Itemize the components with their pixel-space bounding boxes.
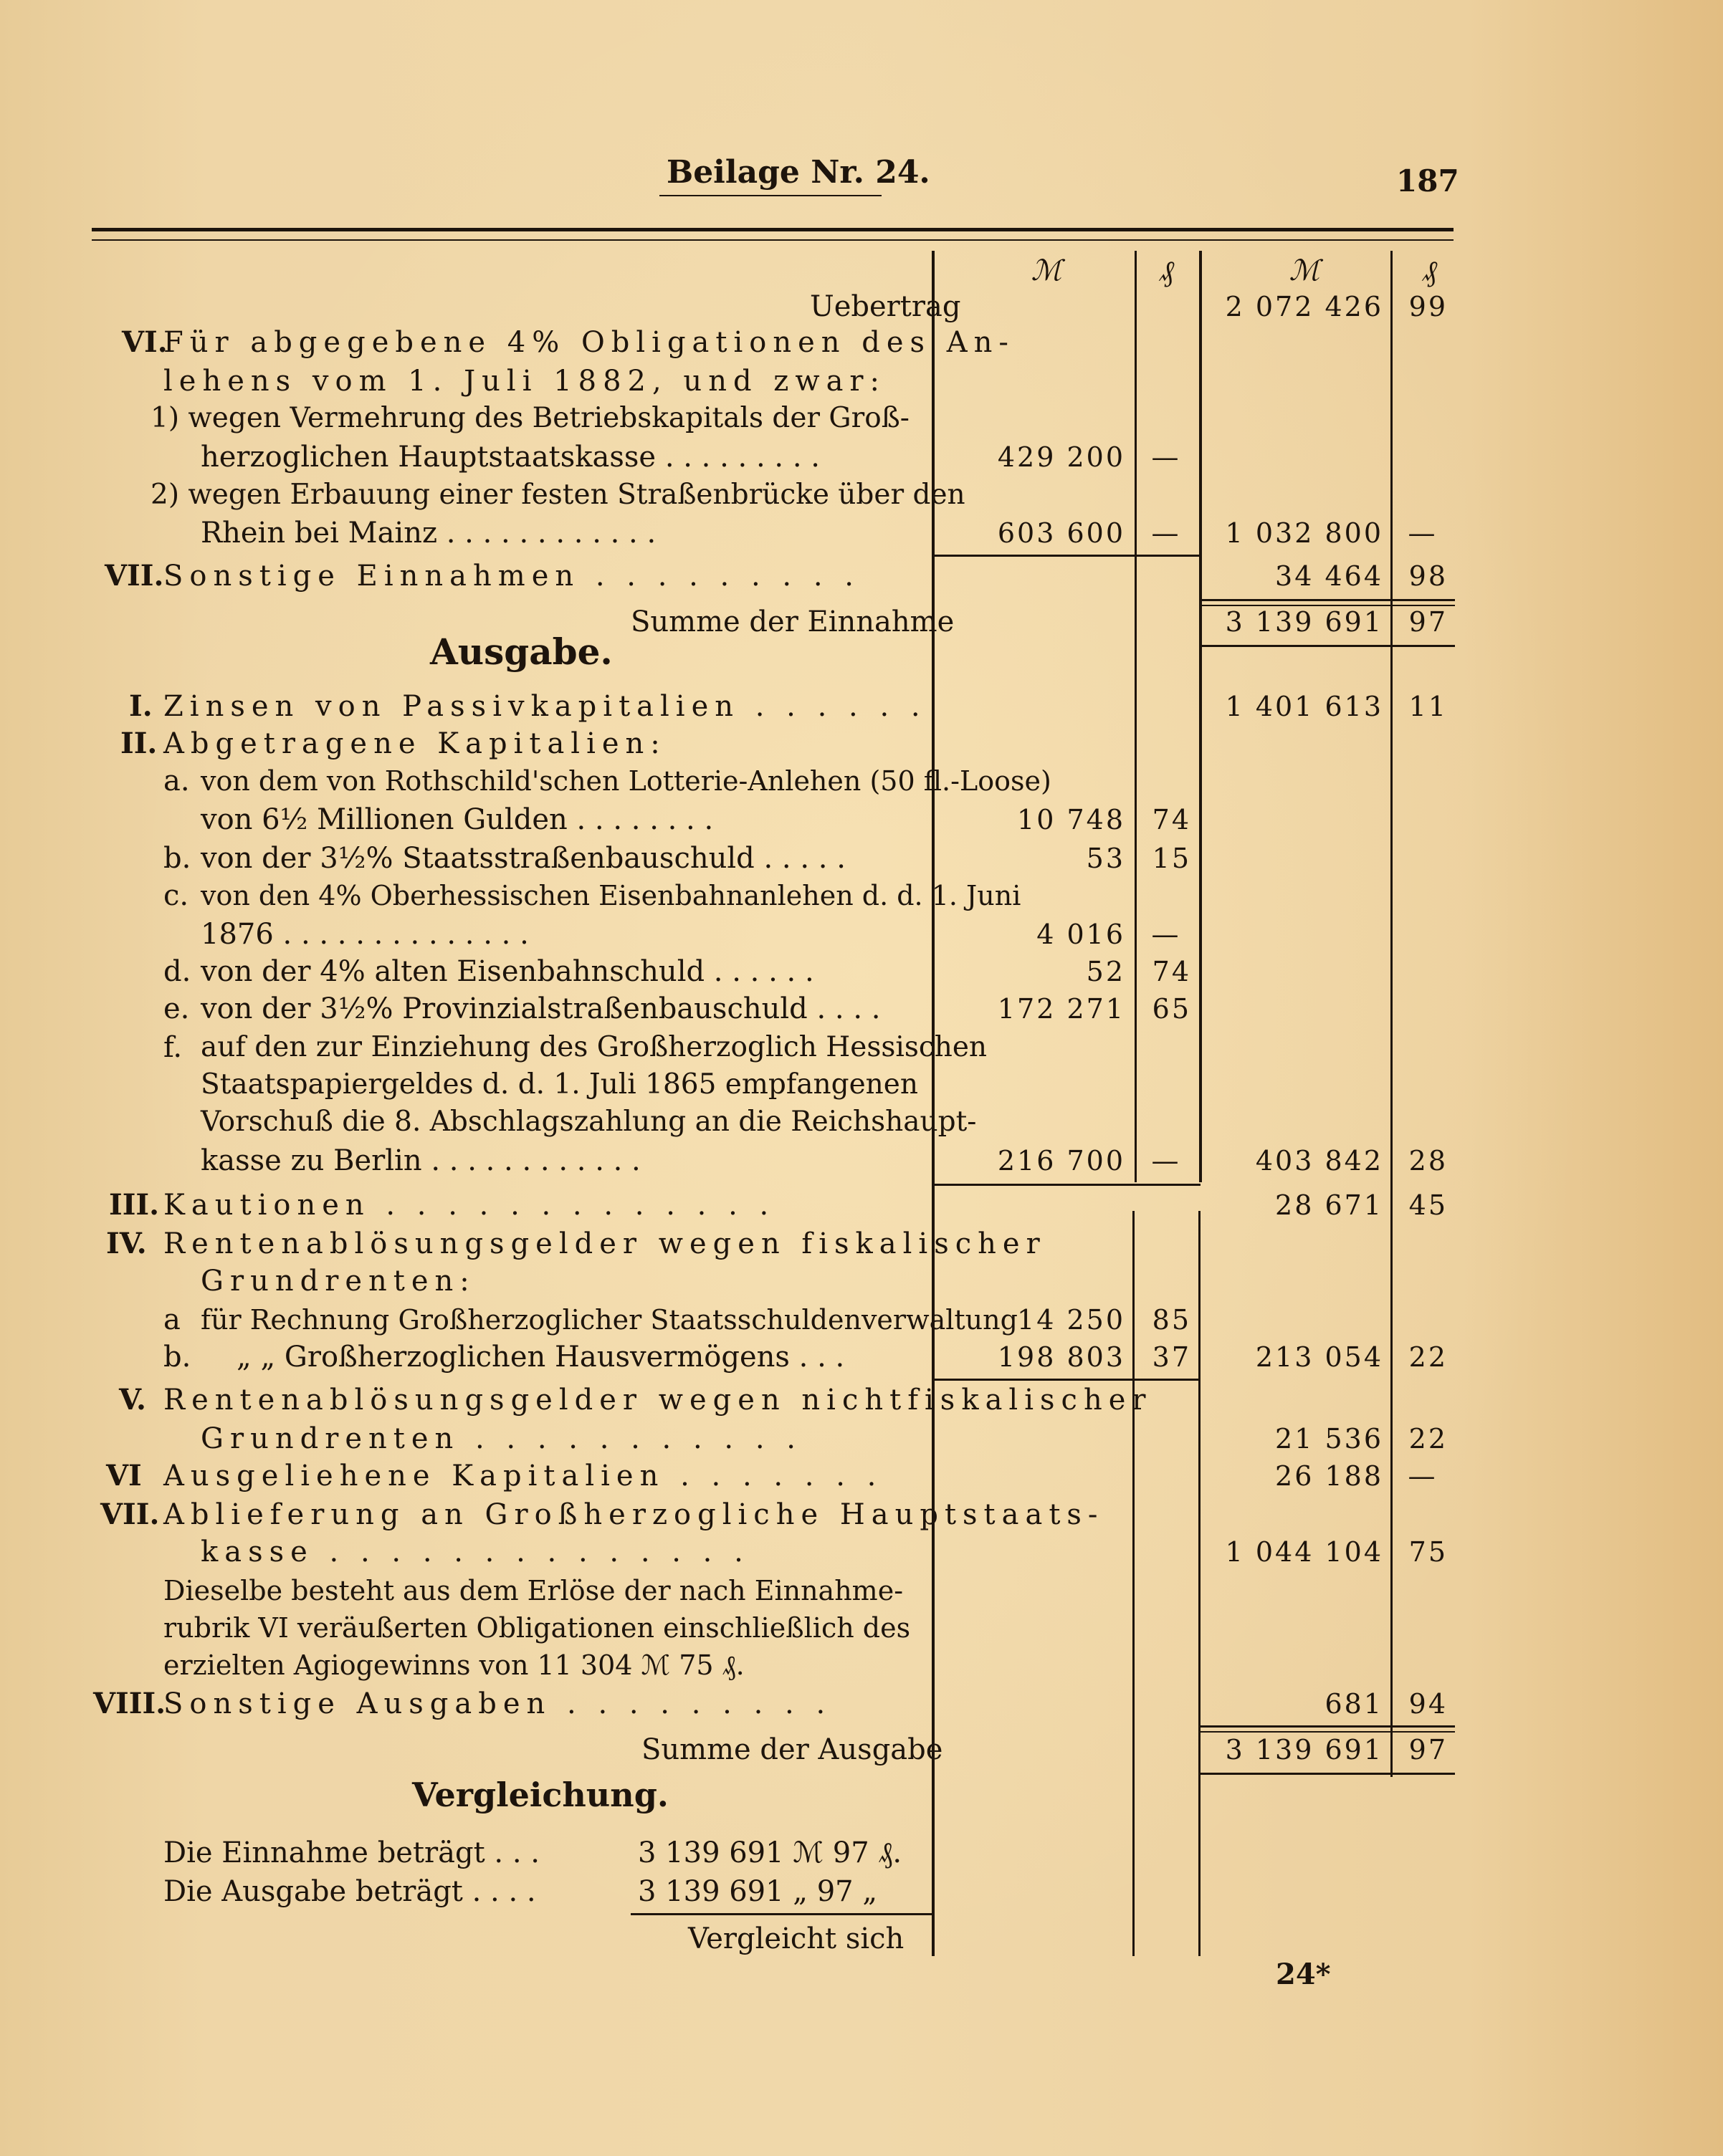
exp-b-mk: 53 bbox=[1086, 843, 1125, 874]
exp-vi-mk: 26 188 bbox=[1275, 1460, 1383, 1492]
exp-b-line1: von der 3½% Staatsstraßenbauschuld . . . . . bbox=[201, 842, 846, 875]
exp-iv-num: IV. bbox=[106, 1227, 147, 1260]
income-sum-label: Summe der Einnahme bbox=[631, 605, 955, 638]
income-vii-mk: 34 464 bbox=[1275, 560, 1383, 592]
income-vi1-pf: — bbox=[1151, 441, 1181, 473]
exp-f-pf: — bbox=[1151, 1145, 1181, 1177]
exp-v-line1: Rentenablösungsgelder wegen nichtfiskalischer bbox=[163, 1384, 1152, 1417]
title-underline bbox=[659, 195, 882, 196]
col-mark-head-1: ℳ bbox=[1031, 254, 1062, 287]
income-vii-label: Sonstige Einnahmen . . . . . . . . . bbox=[163, 560, 860, 593]
exp-f-line3: Vorschuß die 8. Abschlagszahlung an die Reichshaupt- bbox=[201, 1106, 977, 1138]
exp-f-letter: f. bbox=[163, 1031, 183, 1064]
exp-vii-pf: 75 bbox=[1408, 1536, 1448, 1568]
exp-f-mk: 216 700 bbox=[997, 1145, 1125, 1177]
col-rule-5 bbox=[1132, 1211, 1135, 1956]
income-vi2-pf: — bbox=[1151, 517, 1181, 549]
exp-c-letter: c. bbox=[163, 879, 189, 912]
comparison-expense-value: 3 139 691 „ 97 „ bbox=[638, 1875, 878, 1908]
exp-iva-letter: a bbox=[163, 1303, 181, 1336]
exp-ii-total-mk: 403 842 bbox=[1255, 1145, 1383, 1177]
exp-e-line1: von der 3½% Provinzialstraßenbauschuld . . . . bbox=[201, 992, 881, 1025]
exp-iv-total-pf: 22 bbox=[1408, 1341, 1448, 1373]
income-vi1-mk: 429 200 bbox=[997, 441, 1125, 473]
exp-i-mk: 1 401 613 bbox=[1225, 691, 1383, 722]
income-vi2-mk: 603 600 bbox=[997, 517, 1125, 549]
exp-i-pf: 11 bbox=[1408, 691, 1448, 722]
exp-c-line1: von den 4% Oberhessischen Eisenbahnanlehen d. d. 1. Juni bbox=[201, 880, 1021, 911]
income-vi-total-pf: — bbox=[1408, 517, 1438, 549]
income-vi-num: VI. bbox=[122, 325, 168, 359]
exp-vi-pf: — bbox=[1408, 1460, 1438, 1492]
comparison-expense-label: Die Ausgabe beträgt . . . . bbox=[163, 1875, 536, 1908]
exp-ivb-letter: b. bbox=[163, 1341, 191, 1374]
comparison-result: Vergleicht sich bbox=[688, 1922, 905, 1955]
comparison-rule bbox=[631, 1913, 932, 1915]
exp-iii-label: Kautionen . . . . . . . . . . . . . bbox=[163, 1189, 775, 1222]
exp-a-letter: a. bbox=[163, 765, 190, 797]
income-vii-num: VII. bbox=[105, 559, 164, 593]
comparison-income-value: 3 139 691 ℳ 97 ₰. bbox=[638, 1836, 902, 1869]
exp-v-mk: 21 536 bbox=[1275, 1423, 1383, 1455]
col-mark-head-2: ℳ bbox=[1289, 254, 1320, 287]
comparison-income-label: Die Einnahme beträgt . . . bbox=[163, 1836, 540, 1869]
col-pfennig-head-1: ₰ bbox=[1160, 255, 1174, 288]
exp-iii-num: III. bbox=[109, 1188, 160, 1222]
exp-iv-subtotal-rule bbox=[933, 1379, 1201, 1381]
exp-i-label: Zinsen von Passivkapitalien . . . . . . bbox=[163, 690, 927, 723]
income-sum-mk: 3 139 691 bbox=[1225, 606, 1383, 638]
exp-vii-line2: kasse . . . . . . . . . . . . . . bbox=[201, 1535, 750, 1568]
income-sum-rule-a bbox=[1201, 599, 1455, 601]
exp-b-letter: b. bbox=[163, 842, 191, 875]
exp-sum-mk: 3 139 691 bbox=[1225, 1734, 1383, 1765]
exp-vii-num: VII. bbox=[100, 1498, 160, 1531]
exp-e-pf: 65 bbox=[1152, 993, 1191, 1025]
exp-ii-label: Abgetragene Kapitalien: bbox=[163, 727, 667, 760]
exp-v-num: V. bbox=[119, 1383, 146, 1417]
col-pfennig-head-2: ₰ bbox=[1423, 255, 1437, 288]
exp-f-line2: Staatspapiergeldes d. d. 1. Juli 1865 empfangenen bbox=[201, 1068, 918, 1101]
exp-vi-num: VI bbox=[106, 1459, 142, 1493]
exp-d-line1: von der 4% alten Eisenbahnschuld . . . . . . bbox=[201, 955, 814, 988]
exp-iii-mk: 28 671 bbox=[1275, 1189, 1383, 1221]
exp-f-line1: auf den zur Einziehung des Großherzoglich Hessischen bbox=[201, 1031, 988, 1063]
exp-iva-line: für Rechnung Großherzoglicher Staatsschuldenverwaltung bbox=[201, 1304, 1018, 1336]
comparison-heading: Vergleichung. bbox=[412, 1776, 669, 1814]
exp-c-pf: — bbox=[1151, 919, 1181, 950]
exp-sum-label: Summe der Ausgabe bbox=[641, 1733, 943, 1766]
exp-iii-pf: 45 bbox=[1408, 1189, 1448, 1221]
exp-sum-rule-a bbox=[1201, 1725, 1455, 1728]
income-vi2-line2: Rhein bei Mainz . . . . . . . . . . . . bbox=[201, 517, 657, 550]
exp-iv-line1: Rentenablösungsgelder wegen fiskalischer bbox=[163, 1227, 1046, 1260]
exp-viii-num: VIII. bbox=[93, 1687, 166, 1720]
exp-i-num: I. bbox=[129, 689, 153, 723]
exp-ii-subtotal-rule bbox=[933, 1184, 1201, 1186]
exp-iv-total-mk: 213 054 bbox=[1255, 1341, 1383, 1373]
exp-ivb-mk: 198 803 bbox=[997, 1341, 1125, 1373]
exp-ivb-pf: 37 bbox=[1152, 1341, 1191, 1373]
exp-sum-under-rule bbox=[1201, 1773, 1455, 1775]
exp-viii-label: Sonstige Ausgaben . . . . . . . . . bbox=[163, 1687, 832, 1720]
income-vi-total-mk: 1 032 800 bbox=[1225, 517, 1383, 549]
exp-viii-pf: 94 bbox=[1408, 1688, 1448, 1720]
top-rule-thick bbox=[92, 228, 1454, 231]
income-vi1-line1: 1) wegen Vermehrung des Betriebskapitals der Groß- bbox=[151, 402, 910, 434]
income-vi-line2: lehens vom 1. Juli 1882, und zwar: bbox=[163, 365, 887, 398]
exp-vii-note2: rubrik VI veräußerten Obligationen einschließlich des bbox=[163, 1612, 911, 1644]
income-vii-pf: 98 bbox=[1408, 560, 1448, 592]
exp-iva-pf: 85 bbox=[1152, 1304, 1191, 1336]
col-rule-4 bbox=[1390, 251, 1393, 1777]
exp-f-line4: kasse zu Berlin . . . . . . . . . . . . bbox=[201, 1144, 641, 1177]
exp-d-pf: 74 bbox=[1152, 956, 1191, 987]
exp-a-mk: 10 748 bbox=[1017, 804, 1125, 835]
exp-vii-line1: Ablieferung an Großherzogliche Hauptstaats- bbox=[163, 1498, 1104, 1531]
col-rule-3 bbox=[1199, 251, 1202, 1182]
exp-ivb-line: „ „ Großherzoglichen Hausvermögens . . . bbox=[237, 1341, 845, 1374]
col-rule-6 bbox=[1198, 1211, 1201, 1956]
exp-e-letter: e. bbox=[163, 992, 190, 1025]
exp-ii-num: II. bbox=[120, 727, 158, 760]
carry-over-mk: 2 072 426 bbox=[1225, 291, 1383, 322]
income-vi1-line2: herzoglichen Hauptstaatskasse . . . . . . . . . bbox=[201, 441, 820, 474]
exp-a-line2: von 6½ Millionen Gulden . . . . . . . . bbox=[201, 803, 714, 836]
exp-iv-line2: Grundrenten: bbox=[201, 1265, 476, 1298]
exp-c-mk: 4 016 bbox=[1036, 919, 1125, 950]
signature-mark: 24* bbox=[1276, 1958, 1331, 1991]
exp-a-pf: 74 bbox=[1152, 804, 1191, 835]
exp-iva-mk: 14 250 bbox=[1017, 1304, 1125, 1336]
exp-viii-mk: 681 bbox=[1325, 1688, 1383, 1720]
income-vi2-line1: 2) wegen Erbauung einer festen Straßenbrücke über den bbox=[151, 479, 965, 511]
exp-ii-total-pf: 28 bbox=[1408, 1145, 1448, 1177]
exp-vi-label: Ausgeliehene Kapitalien . . . . . . . bbox=[163, 1460, 883, 1493]
exp-v-pf: 22 bbox=[1408, 1423, 1448, 1455]
exp-vii-note1: Dieselbe besteht aus dem Erlöse der nach Einnahme- bbox=[163, 1575, 904, 1606]
expense-heading: Ausgabe. bbox=[430, 631, 613, 673]
exp-a-line1: von dem von Rothschild'schen Lotterie-Anlehen (50 fl.-Loose) bbox=[201, 765, 1051, 797]
exp-v-line2: Grundrenten . . . . . . . . . . . bbox=[201, 1422, 802, 1455]
carry-over-label: Uebertrag bbox=[810, 290, 961, 323]
page-number: 187 bbox=[1396, 163, 1459, 198]
exp-d-letter: d. bbox=[163, 955, 191, 988]
carry-over-pf: 99 bbox=[1408, 291, 1448, 322]
exp-vii-mk: 1 044 104 bbox=[1225, 1536, 1383, 1568]
exp-b-pf: 15 bbox=[1152, 843, 1191, 874]
top-rule-thin bbox=[92, 239, 1454, 241]
page-title: Beilage Nr. 24. bbox=[667, 154, 930, 191]
exp-vii-note3: erzielten Agiogewinns von 11 304 ℳ 75 ₰. bbox=[163, 1649, 745, 1681]
income-sum-pf: 97 bbox=[1408, 606, 1448, 638]
col-rule-2 bbox=[1135, 251, 1137, 1182]
income-vi-subtotal-rule bbox=[933, 555, 1201, 557]
exp-d-mk: 52 bbox=[1086, 956, 1125, 987]
income-sum-under-rule bbox=[1201, 645, 1455, 647]
exp-c-line2: 1876 . . . . . . . . . . . . . . bbox=[201, 918, 529, 951]
exp-e-mk: 172 271 bbox=[997, 993, 1125, 1025]
income-vi-line1: Für abgegebene 4% Obligationen des An- bbox=[163, 326, 1015, 359]
exp-sum-pf: 97 bbox=[1408, 1734, 1448, 1765]
